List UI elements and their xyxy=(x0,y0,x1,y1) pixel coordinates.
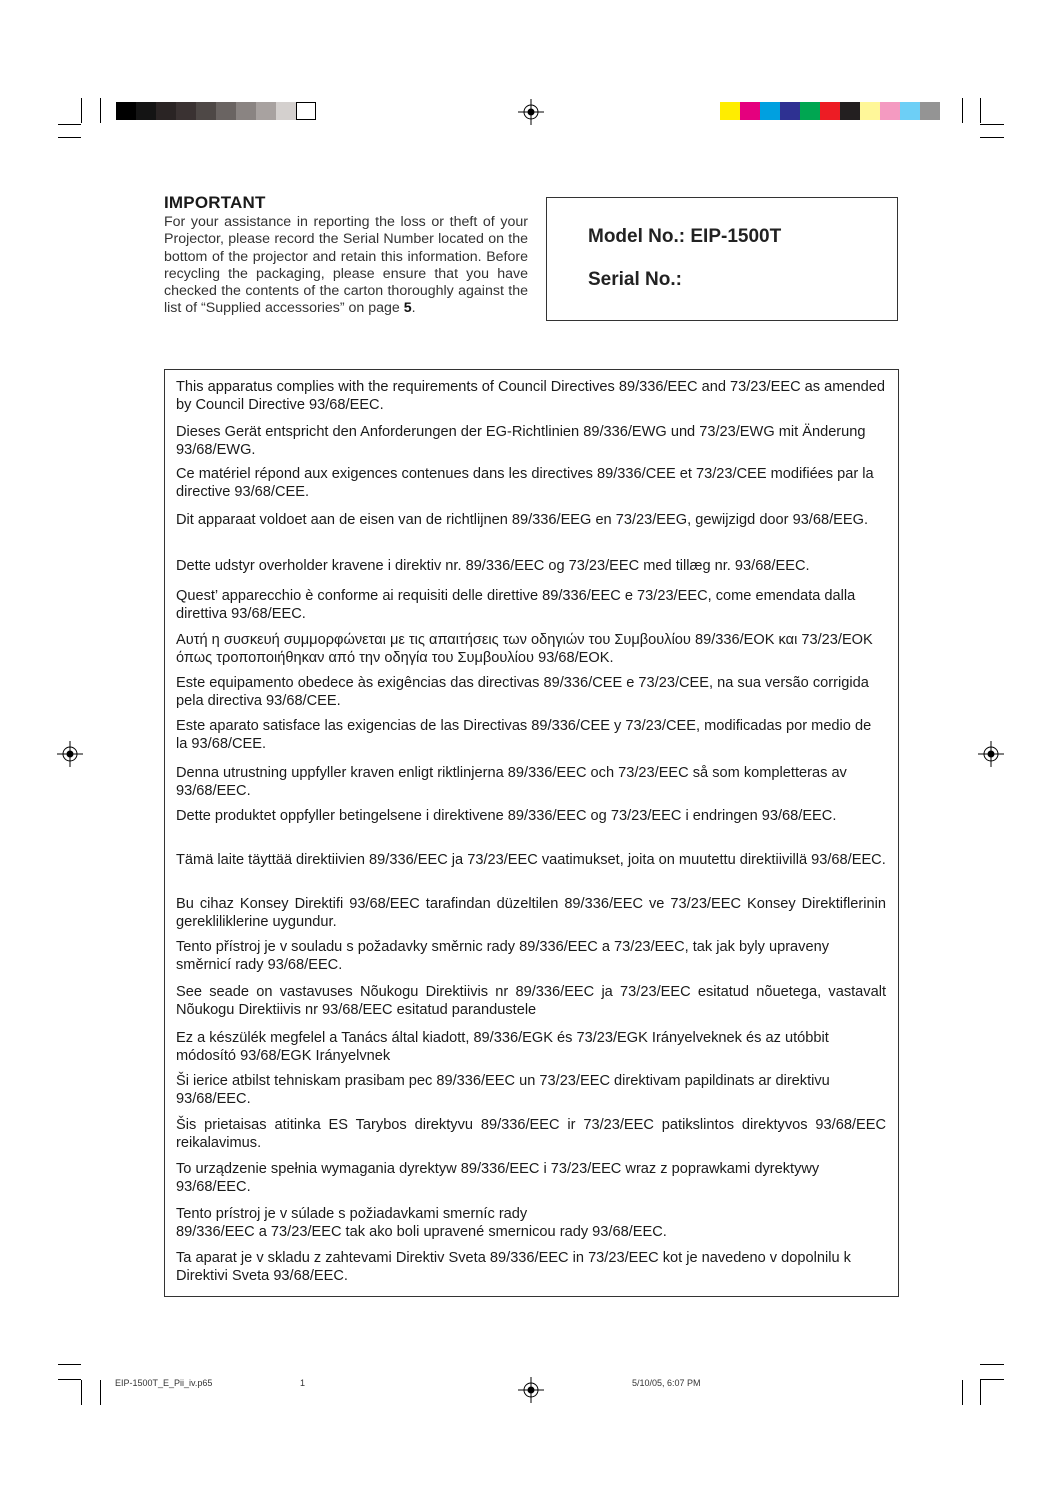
registration-mark-left-icon xyxy=(57,741,83,767)
declaration-paragraph: Αυτή η συσκευή συμμορφώνεται με τις απαιτήσεις των οδηγιών του Συμβουλίου 89/336/ΕΟΚ και 73/23/ΕΟΚ όπως τροποποιήθηκαν από την οδηγία του Συμβουλίου 93/68/ΕΟΚ. xyxy=(176,632,873,666)
registration-mark-bottom-icon xyxy=(518,1377,544,1403)
color-swatch xyxy=(720,102,740,120)
grey-swatch xyxy=(156,102,176,120)
color-swatch xyxy=(900,102,920,120)
crop-mark-tl-v1 xyxy=(81,98,82,123)
important-text: For your assistance in reporting the loss or theft of your Projector, please record the Serial Number located on the bottom of the projector and retain this information. Before recycling the packaging, please ensure that you have checked the contents of the carton thoroughly against the list of “Supplied accessories” on page xyxy=(164,214,528,317)
crop-mark-bl-h xyxy=(58,1364,81,1365)
declaration-paragraph: To urządzenie spełnia wymagania dyrektyw 89/336/EEC i 73/23/EEC wraz z poprawkami dyrektywy 93/68/EEC. xyxy=(176,1161,820,1195)
crop-mark-tr-h xyxy=(980,137,1004,138)
color-swatch xyxy=(800,102,820,120)
declaration-paragraph: Tento přístroj je v souladu s požadavky směrnic rady 89/336/EEC a 73/23/EEC, tak jak byly upraveny směrnicí rady 93/68/EEC. xyxy=(176,939,829,973)
registration-mark-right-icon xyxy=(978,741,1004,767)
declaration-paragraph: Denna utrustning uppfyller kraven enligt riktlinjerna 89/336/EEC och 73/23/EEC så som kompletteras av 93/68/EEC. xyxy=(176,765,847,799)
declaration-paragraph: Dieses Gerät entspricht den Anforderungen der EG-Richtlinien 89/336/EWG und 73/23/EWG mit Änderung 93/68/EWG. xyxy=(176,424,866,458)
declaration-paragraph: Dit apparaat voldoet aan de eisen van de richtlijnen 89/336/EEG en 73/23/EEG, gewijzigd door 93/68/EEG. xyxy=(176,512,869,528)
crop-mark-bl-v2 xyxy=(100,1380,101,1405)
crop-mark-br-v1 xyxy=(962,1380,963,1405)
color-swatch xyxy=(860,102,880,120)
color-swatch xyxy=(880,102,900,120)
color-calibration-bar xyxy=(720,102,940,120)
color-swatch xyxy=(920,102,940,120)
footer-timestamp: 5/10/05, 6:07 PM xyxy=(632,1378,701,1388)
declaration-paragraph: See seade on vastavuses Nõukogu Direktiivis nr 89/336/EEC ja 73/23/EEC esitatud nõuetega, vastavalt Nõukogu Direktiivis nr 93/68/EEC esitatud parandustele xyxy=(176,984,886,1018)
declaration-paragraph: Šis prietaisas atitinka ES Tarybos direktyvu 89/336/EEC ir 73/23/EEC patikslintos direktyvos 93/68/EEC reikalavimus. xyxy=(176,1117,886,1151)
crop-mark-br-v2 xyxy=(980,1380,981,1405)
declaration-paragraph: Ši ierice atbilst tehniskam prasibam pec 89/336/EEC un 73/23/EEC direktivam papildinats ar direktivu 93/68/EEC. xyxy=(176,1073,830,1107)
crop-mark-tl-h xyxy=(58,137,81,138)
declaration-paragraph: Ce matériel répond aux exigences contenues dans les directives 89/336/CEE et 73/23/CEE modifiées par la directive 93/68/CEE. xyxy=(176,466,874,500)
grey-swatch xyxy=(196,102,216,120)
crop-mark-bl-v1 xyxy=(81,1380,82,1405)
declaration-paragraph: Dette produktet oppfyller betingelsene i direktivene 89/336/EEC og 73/23/EEC i endringen 93/68/EEC. xyxy=(176,808,837,824)
grey-swatch xyxy=(216,102,236,120)
declaration-paragraph: Tämä laite täyttää direktiivien 89/336/EEC ja 73/23/EEC vaatimukset, joita on muutettu direktiivillä 93/68/EEC. xyxy=(176,852,886,868)
grey-swatch xyxy=(116,102,136,120)
crop-mark-br-h xyxy=(980,1364,1004,1365)
grey-swatch xyxy=(176,102,196,120)
color-swatch xyxy=(760,102,780,120)
color-swatch xyxy=(840,102,860,120)
grey-swatch xyxy=(236,102,256,120)
declaration-paragraph: Bu cihaz Konsey Direktifi 93/68/EEC tarafindan düzeltilen 89/336/EEC ve 73/23/EEC Konsey Direktiflerinin gerekliliklerine uygundur. xyxy=(176,896,886,930)
color-swatch xyxy=(780,102,800,120)
important-heading: IMPORTANT xyxy=(164,193,266,212)
crop-mark-tl-h2 xyxy=(58,124,81,125)
grey-swatch xyxy=(276,102,296,120)
grey-swatch xyxy=(296,102,316,120)
declaration-paragraph: This apparatus complies with the requirements of Council Directives 89/336/EEC and 73/23/EEC as amended by Council Directive 93/68/EEC. xyxy=(176,379,885,413)
crop-mark-tl-v2 xyxy=(100,98,101,123)
footer-page-number: 1 xyxy=(300,1378,306,1388)
declaration-paragraph: Ez a készülék megfelel a Tanács által kiadott, 89/336/EGK és 73/23/EGK Irányelveknek és az utóbbit módosító 93/68/EGK Irányelvnek xyxy=(176,1030,829,1064)
registration-mark-top-icon xyxy=(518,99,544,125)
crop-mark-tr-v2 xyxy=(980,98,981,123)
crop-mark-br-h2 xyxy=(980,1379,1004,1380)
declaration-paragraph: Ta aparat je v skladu z zahtevami Direktiv Sveta 89/336/EEC in 73/23/EEC kot je navedeno v dopolnilu k Direktivi Sveta 93/68/EEC. xyxy=(176,1250,851,1284)
serial-number-field: Serial No.: xyxy=(588,269,682,290)
compliance-declarations-box xyxy=(164,369,899,1297)
declaration-paragraph: Quest’ apparecchio è conforme ai requisiti delle direttive 89/336/EEC e 73/23/EEC, come emendata dalla direttiva 93/68/EEC. xyxy=(176,588,856,622)
crop-mark-bl-h2 xyxy=(58,1379,81,1380)
declaration-paragraph: Este equipamento obedece às exigências das directivas 89/336/CEE e 73/23/CEE, na sua versão corrigida pela directiva 93/68/CEE. xyxy=(176,675,869,709)
grey-swatch xyxy=(256,102,276,120)
declaration-paragraph: Dette udstyr overholder kravene i direktiv nr. 89/336/EEC og 73/23/EEC med tillæg nr. 93/68/EEC. xyxy=(176,558,810,574)
crop-mark-tr-v1 xyxy=(962,98,963,123)
important-text-end: . xyxy=(411,300,416,317)
model-number: Model No.: EIP-1500T xyxy=(588,226,782,247)
important-body xyxy=(164,214,528,318)
greyscale-calibration-bar xyxy=(116,102,316,120)
color-swatch xyxy=(740,102,760,120)
declaration-paragraph: Este aparato satisface las exigencias de las Directivas 89/336/CEE y 73/23/CEE, modificadas por medio de la 93/68/CEE. xyxy=(176,718,872,752)
footer-filename: EIP-1500T_E_Pii_iv.p65 xyxy=(115,1378,213,1388)
grey-swatch xyxy=(136,102,156,120)
model-serial-box xyxy=(546,197,898,321)
page-reference: 5 xyxy=(403,300,412,317)
color-swatch xyxy=(820,102,840,120)
declaration-paragraph: Tento prístroj je v súlade s požiadavkami smerníc rady 89/336/EEC a 73/23/EEC tak ako boli upravené smernicou rady 93/68/EEC. xyxy=(176,1206,667,1240)
crop-mark-tr-h2 xyxy=(980,124,1004,125)
